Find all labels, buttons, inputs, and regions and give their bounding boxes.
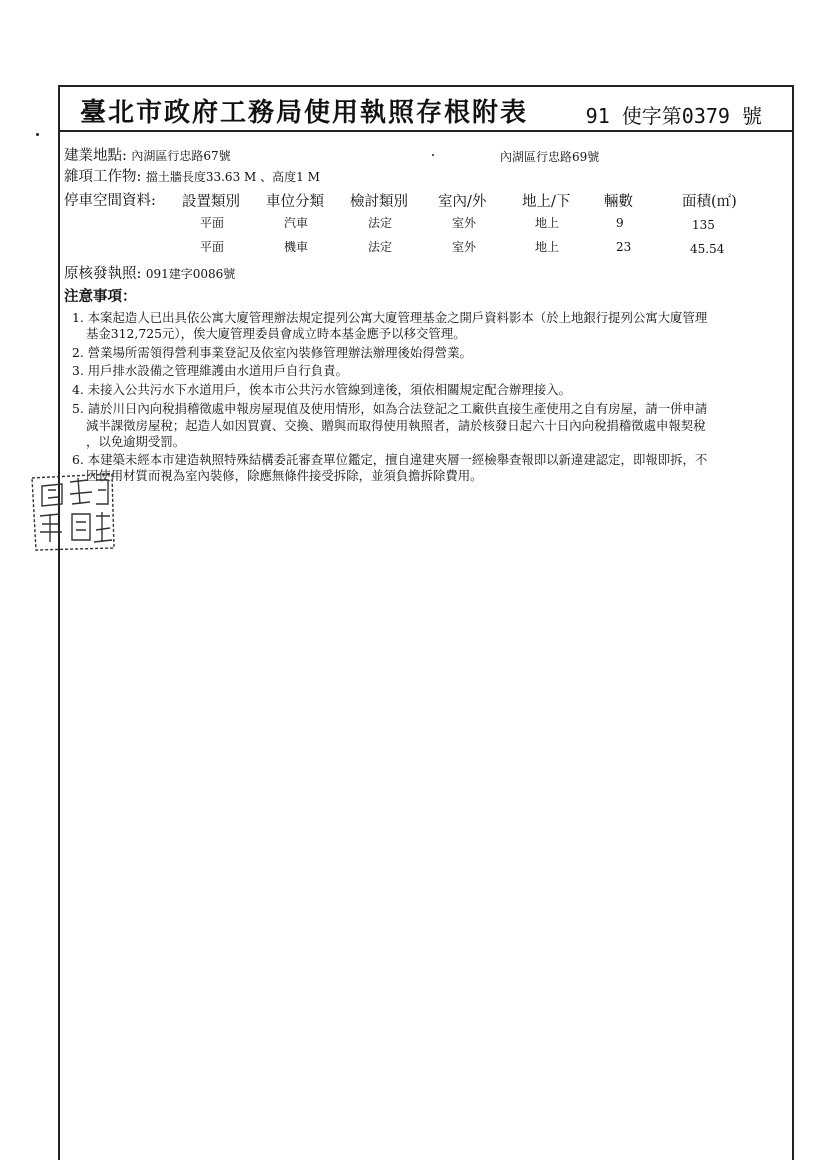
parking-label: 停車空間資料: xyxy=(64,193,156,209)
title-row xyxy=(60,88,792,130)
parking-header-category: 設置類別 xyxy=(182,194,240,210)
parking-cell: 23 xyxy=(616,240,632,254)
parking-cell: 平面 xyxy=(200,216,225,230)
seal-stamp xyxy=(28,470,116,552)
original-license-value: 091建字0086號 xyxy=(145,267,236,281)
parking-cell: 9 xyxy=(616,216,624,230)
parking-header-count: 輛數 xyxy=(604,194,633,210)
parking-header-slot-type: 車位分類 xyxy=(266,194,324,210)
scan-speck xyxy=(432,154,434,156)
document-title: 臺北市政府工務局使用執照存根附表 xyxy=(80,98,529,128)
note-item-4: 4. 未接入公共污水下水道用戶，俟本市公共污水管線到達後，須依相關規定配合辦理接入。 xyxy=(72,382,571,397)
site-label: 建業地點: xyxy=(64,148,127,164)
note-item-6-line-1: 6. 本建築未經本市建造執照特殊結構委託審查單位鑑定，擅自違建夾層一經檢舉查報即以新違建認定，即報即拆，不 xyxy=(72,452,708,467)
permit-number: 91 使字第0379 號 xyxy=(585,104,762,128)
parking-cell: 室外 xyxy=(452,240,477,254)
title-divider xyxy=(58,130,794,132)
parking-cell: 機車 xyxy=(284,240,309,254)
note-item-3: 3. 用戶排水設備之管理維護由水道用戶自行負責。 xyxy=(72,363,348,378)
parking-cell: 室外 xyxy=(452,216,477,230)
parking-cell: 平面 xyxy=(200,240,225,254)
scan-speck xyxy=(36,133,39,136)
parking-cell: 法定 xyxy=(368,216,393,230)
site-row xyxy=(64,144,231,165)
parking-cell: 地上 xyxy=(535,216,560,230)
note-item-2: 2. 營業場所需領得營利事業登記及依室內裝修管理辦法辦理後始得營業。 xyxy=(72,345,472,360)
original-license-label: 原核發執照: xyxy=(64,266,142,282)
original-license-row xyxy=(64,262,235,283)
parking-cell: 汽車 xyxy=(284,216,309,230)
parking-header-review: 檢討類別 xyxy=(350,194,408,210)
note-item-1-line-1: 1. 本案起造人已出具依公寓大廈管理辦法規定提列公寓大廈管理基金之開戶資料影本（於上地銀行提列公寓大廈管理 xyxy=(72,310,708,325)
parking-header-area: 面積(㎡) xyxy=(682,194,737,210)
note-item-5-line-1: 5. 請於川日內向稅捐稽徵處申報房屋現值及使用情形，如為合法登記之工廠供直接生產使用之自有房屋，請一併申請 xyxy=(72,401,708,416)
site-address-2: 內湖區行忠路69號 xyxy=(500,150,600,164)
note-item-6-line-2: 因使用材質而視為室內裝修，除應無條件接受拆除，並須負擔拆除費用。 xyxy=(86,468,483,483)
misc-work-row xyxy=(64,165,320,186)
document-frame xyxy=(58,85,794,1160)
note-item-5-line-3: ，以免逾期受罰。 xyxy=(86,434,186,449)
notes-title: 注意事項： xyxy=(64,288,137,305)
parking-cell: 法定 xyxy=(368,240,393,254)
parking-cell: 地上 xyxy=(535,240,560,254)
site-address-1: 內湖區行忠路67號 xyxy=(131,149,231,163)
parking-cell: 135 xyxy=(692,218,715,232)
parking-cell: 45.54 xyxy=(690,242,725,256)
note-item-1-line-2: 基金312,725元），俟大廈管理委員會成立時本基金應予以移交管理。 xyxy=(86,326,466,341)
note-item-5-line-2: 減半課徵房屋稅；起造人如因買賣、交換、贈與而取得使用執照者，請於核發日起六十日內向稅捐稽徵處申報契稅 xyxy=(86,418,706,433)
misc-work-label: 雜項工作物: xyxy=(64,169,142,185)
parking-header-indoor-outdoor: 室內/外 xyxy=(438,194,487,210)
misc-work-value: 擋土牆長度33.63 M 、高度1 M xyxy=(145,170,320,184)
parking-header-above-below: 地上/下 xyxy=(522,194,571,210)
